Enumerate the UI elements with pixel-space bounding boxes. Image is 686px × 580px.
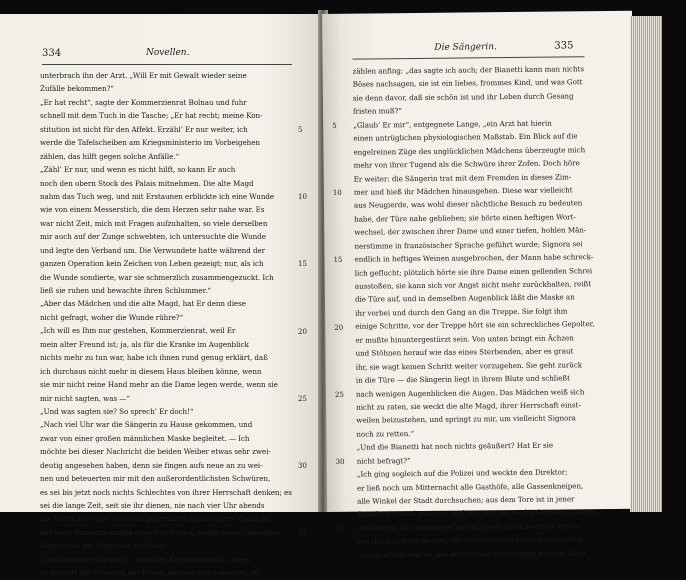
text-line: wechsel, der zwischen ihrer Dame und einer tiefen, hohlen Män- bbox=[354, 225, 587, 237]
text-line: „Nach viel Uhr war die Sängerin zu Hause gekommen, und bbox=[40, 420, 253, 430]
line-number-mark: 35 bbox=[336, 525, 346, 534]
text-line: Böses nachsagen, sie ist ein liebes, frommes Kind, und was Gott bbox=[352, 77, 583, 90]
left-page-body bbox=[40, 69, 294, 580]
text-line: „Zähl’ Er nur, und wenn es nicht hilft, so kann Er auch bbox=[40, 165, 236, 175]
text-line: Stunde niemand passiert, und von jetzt an wird jedermann strenge bbox=[357, 507, 598, 520]
text-line: „Und was sagten sie? So sprech’ Er doch!“ bbox=[40, 406, 194, 416]
text-line: Zufälle bekommen?“ bbox=[40, 84, 114, 94]
text-line: ihr vorbei und durch den Gang an die Treppe. Sie folgt ihm bbox=[355, 306, 568, 318]
text-line: ganzen Operation kein Zeichen von Leben gezeigt; nur, als ich bbox=[40, 259, 264, 269]
text-line: „Ich will es Ihm nur gestehen, Kommerzienrat, weil Er bbox=[40, 326, 236, 336]
text-line: ausstoßen, sie kann sich vor Angst nicht mehr zurückhalten, reißt bbox=[354, 279, 592, 291]
background-edge bbox=[662, 16, 686, 512]
left-header-rule bbox=[42, 64, 292, 65]
text-line: sei die lange Zeit, seit sie ihr dienen, nie nach vier Uhr abends bbox=[40, 501, 265, 510]
text-line: sie denn davor, daß sie schön ist und ihr Leben durch Gesang bbox=[352, 91, 574, 103]
text-line: ihr, sie wagt keinen Schritt weiter vorzugehen. Sie geht zurück bbox=[355, 359, 583, 372]
left-page-number: 334 bbox=[42, 48, 62, 59]
text-line: „Das behaupte ich auch“, sagte der Kommerzienrat, indem bbox=[40, 554, 252, 564]
text-line: möchte bei dieser Nachricht die beiden Weiber etwas sehr zwei- bbox=[40, 447, 271, 457]
line-number-mark: 5 bbox=[332, 121, 337, 130]
right-page-body bbox=[353, 62, 596, 562]
text-line: nichts mehr zu tun war, habe ich ihnen rund genug erklärt, daß bbox=[40, 353, 268, 363]
text-line: untersucht. Die Hausleute, die im obern Stock wohnen, erfuh- bbox=[357, 521, 580, 533]
text-line: war nicht Zeit, mich mit Fragen aufzuhalten, so viele derselben bbox=[40, 218, 268, 228]
line-number-mark: 10 bbox=[298, 193, 307, 202]
text-line: nahm das Tuch weg, und mit Erstaunen erblickte ich eine Wunde bbox=[40, 191, 275, 201]
text-line: ein Mann über ihre Schwelle gekommen; das kleinere Mädchen, bbox=[40, 514, 272, 524]
line-number-mark: 15 bbox=[298, 260, 307, 269]
text-line: ich durchaus nicht mehr in diesem Haus bleiben könne, wenn bbox=[40, 366, 262, 376]
text-line: es sei bis jetzt noch nichts Schlechtes von ihrer Herrschaft denken; es bbox=[40, 487, 292, 497]
text-line: nicht zu raten, sie weckt die alte Magd, ihrer Herrschaft einst- bbox=[356, 400, 581, 412]
text-line: Signora sei ein Engel von Reinheit.“ bbox=[40, 541, 170, 551]
text-line: unterbrach ihn der Arzt. „Will Er mit Gewalt wieder seine bbox=[40, 71, 247, 80]
left-running-header: Novellen. bbox=[146, 48, 190, 58]
text-line: mein alter Freund ist; ja, als für die Kranke im Augenblick bbox=[40, 339, 249, 349]
text-line: er ließ noch um Mitternacht alle Gasthöfe, alle Gassenkneipen, bbox=[356, 480, 584, 493]
text-line: nicht gefragt, woher die Wunde rühre?“ bbox=[40, 312, 184, 322]
text-line: deutig angesehen haben, denn sie fingen aufs neue an zu wei- bbox=[40, 460, 263, 470]
text-line: Er weiter: die Sängerin trat mit dem Fremden in dieses Zim- bbox=[353, 171, 572, 184]
right-page-number: 335 bbox=[554, 40, 574, 52]
text-line: das wohl Romanne mußte geheißen haben, wollte sogar behaupten, bbox=[40, 527, 284, 537]
right-page bbox=[322, 11, 637, 560]
text-line: mer und hieß ihr Mädchen hinausgehen. Diese war vielleicht bbox=[353, 185, 573, 197]
text-line: mir nicht sagten, was —“ bbox=[40, 393, 130, 403]
page-edges bbox=[630, 16, 664, 512]
text-line: „Er hat recht“, sagte der Kommerzienrat Bolnau und fuhr bbox=[40, 97, 247, 107]
text-line: „Ich ging sogleich auf die Polizei und weckte den Direktor; bbox=[356, 467, 568, 479]
text-line: stitution ist nicht für den Affekt. Erzähl’ Er nur weiter, ich bbox=[40, 124, 248, 134]
text-line: noch den obern Stock des Palais mitnehmen. Die alte Magd bbox=[40, 178, 254, 188]
text-line: alle Winkel der Stadt durchsuchen; aus dem Tore ist in jener bbox=[357, 494, 575, 506]
text-line: nen und beteuerten mir mit den außerordentlichsten Schwüren, bbox=[40, 474, 271, 484]
text-line: ren die ganze Sache erst, als die Polizei das Haus durchsuchte; bbox=[357, 534, 584, 546]
line-number-mark: 25 bbox=[298, 394, 307, 403]
line-number-mark: 20 bbox=[298, 327, 307, 336]
text-line: die Türe auf, und in demselben Augenblick läßt die Maske an bbox=[354, 292, 575, 305]
text-line: schnell mit dem Tuch in die Tasche; „Er hat recht; meine Kon- bbox=[40, 111, 263, 121]
text-line: er mußte hinuntergestürzt sein. Von unten bringt ein Ächzen bbox=[355, 333, 574, 345]
text-line: engelreinen Züge des unglücklichen Mädchens überzeugte mich bbox=[353, 144, 586, 157]
text-line: mir auch auf der Zunge schwebten, ich untersuchte die Wunde bbox=[40, 232, 266, 242]
text-line: „Aber das Mädchen und die alte Magd, hat Er denn diese bbox=[40, 299, 246, 309]
right-running-header: Die Sängerin. bbox=[434, 42, 497, 53]
line-number-mark: 20 bbox=[334, 323, 344, 332]
text-line: sie mir nicht reine Hand mehr an die Dame legen werde, wenn sie bbox=[40, 380, 278, 390]
text-line: wie von einem Messerstich, die dem Herzen sehr nahe war. Es bbox=[40, 205, 265, 215]
line-number-mark: 5 bbox=[298, 125, 303, 134]
text-line: nerstimme in französischer Sprache geführt wurde; Signora sei bbox=[354, 238, 583, 251]
line-number-mark: 35 bbox=[298, 529, 307, 538]
text-line: unbegreiflich war es, wie der Mörder entspringen konnte, da er bbox=[357, 548, 587, 560]
line-number-mark: 30 bbox=[335, 457, 345, 466]
text-line: endlich in heftiges Weinen ausgebrochen, der Mann habe schreck- bbox=[354, 252, 594, 264]
right-header-rule bbox=[352, 56, 584, 59]
text-line: nicht befragt?“ bbox=[356, 455, 411, 466]
text-line: zählen anfing; „das sagte ich auch; der Bianetti kann man nichts bbox=[352, 64, 585, 76]
text-line: „Und die Bianetti hat noch nichts geäußert? Hat Er sie bbox=[356, 440, 554, 452]
text-line: und Stöhnen herauf wie das eines Sterbenden, aber es graut bbox=[355, 346, 574, 358]
text-line: aus Neugierde, was wohl dieser nächtliche Besuch zu bedeuten bbox=[353, 198, 583, 211]
text-line: mehr von ihrer Tugend als die Schwüre ihrer Zofen. Doch höre bbox=[353, 158, 580, 170]
text-line: ließ sie ruhen und bewachte ihren Schlummer.“ bbox=[40, 286, 211, 295]
text-line: weilen beizustehen, und springt zu mir, um vielleicht Signora bbox=[356, 413, 576, 426]
line-number-mark: 15 bbox=[333, 256, 343, 265]
text-line: werde die Tafelscheiben am Kriegsministerio im Vorbeigehen bbox=[40, 138, 260, 148]
text-line: zwar von einer großen männlichen Maske begleitet. — Ich bbox=[40, 433, 250, 443]
text-line: zählen, das hilft gegen solche Anfälle.“ bbox=[40, 151, 180, 161]
text-line: noch zu retten.“ bbox=[356, 428, 415, 439]
text-line: er gerührt die Scheiben des Palais, dem sie sich näherten, zu bbox=[40, 568, 260, 578]
text-line: die Wunde sondierte, war sie schmerzlich zusammengezuckt. Ich bbox=[40, 272, 274, 282]
text-line: in die Türe — die Sängerin liegt in ihrem Blute und schließt bbox=[355, 373, 570, 385]
text-line: einige Schritte, vor der Treppe hört sie ein schreckliches Gepolter, bbox=[355, 319, 595, 331]
text-line: und legte den Verband um. Die Verwundete hatte während der bbox=[40, 245, 266, 255]
text-line: nach wenigen Augenblicken die Augen. Das Mädchen weiß sich bbox=[355, 386, 585, 399]
left-page bbox=[0, 14, 332, 578]
line-number-mark: 10 bbox=[332, 188, 342, 197]
text-line: lich geflucht; plötzlich hörte sie ihre Dame einen gellenden Schrei bbox=[354, 265, 593, 278]
text-line: habe, der Türe nahe geblieben; sie hörte einen heftigen Wort- bbox=[354, 212, 576, 224]
text-line: einen untrüglichen physiologischen Maßstab. Ein Blick auf die bbox=[353, 131, 578, 143]
text-line: „Glaub’ Er mir“, entgegnete Lange, „ein Arzt hat hierin bbox=[353, 118, 552, 130]
text-line: fristen muß?“ bbox=[352, 106, 403, 116]
line-number-mark: 30 bbox=[298, 462, 307, 471]
line-number-mark: 25 bbox=[334, 390, 344, 399]
